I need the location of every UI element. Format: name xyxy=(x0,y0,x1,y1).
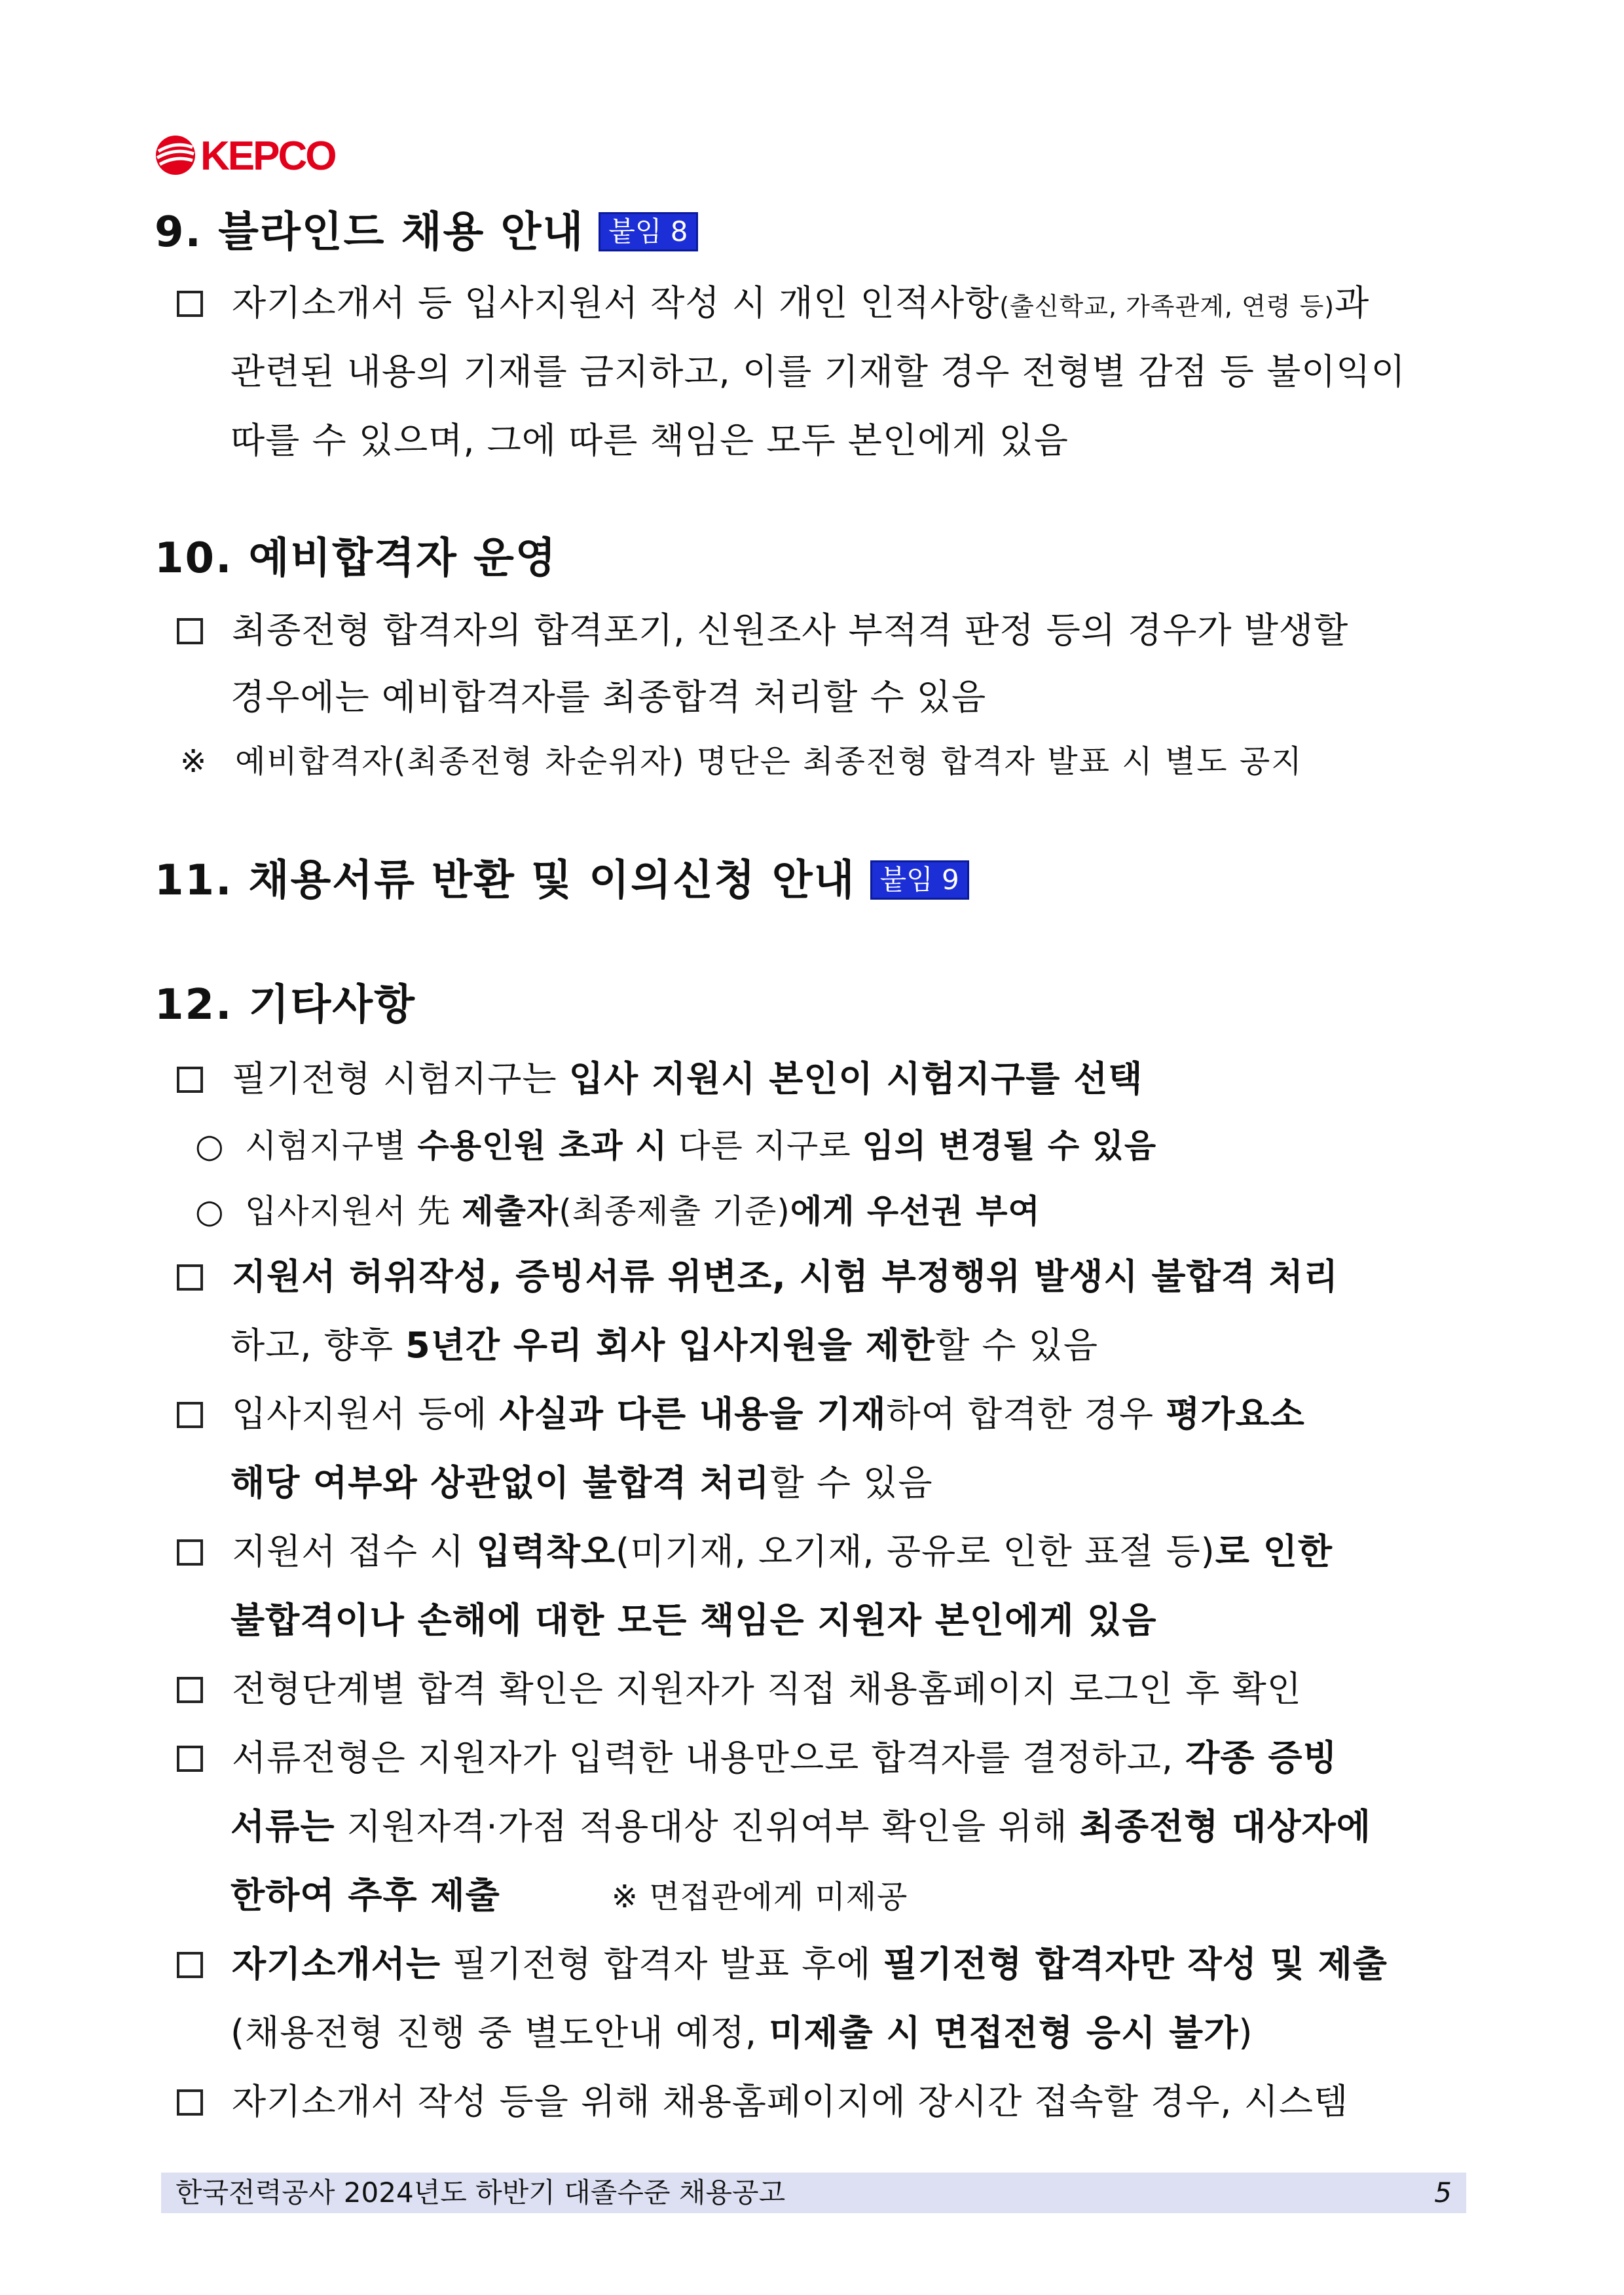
checkbox-square-icon xyxy=(177,1402,203,1428)
page-footer xyxy=(161,2173,1466,2213)
page-number: 5 xyxy=(1434,2176,1452,2209)
interviewer-note: ※ 면접관에게 미제공 xyxy=(611,1879,908,1915)
section-12-item-1: 필기전형 시험지구는 입사 지원시 본인이 시험지구를 선택 xyxy=(177,1044,1143,1114)
section-12-item-8: 자기소개서 작성 등을 위해 채용홈페이지에 장시간 접속할 경우, 시스템 xyxy=(177,2067,1348,2137)
section-12-subitem-1: ○ 시험지구별 수용인원 초과 시 다른 지구로 임의 변경될 수 있음 xyxy=(195,1127,1157,1165)
section-12-item-4-line-2: 불합격이나 손해에 대한 모든 책임은 지원자 본인에게 있음 xyxy=(231,1600,1157,1641)
section-9-item-1-line-3: 따를 수 있으며, 그에 따른 책임은 모두 본인에게 있음 xyxy=(231,420,1069,461)
section-9-title: 9. 블라인드 채용 안내 붙임 8 xyxy=(155,210,698,255)
section-12-item-3-line-1: 입사지원서 등에 사실과 다른 내용을 기재하여 합격한 경우 평가요소 xyxy=(177,1380,1305,1449)
checkbox-square-icon xyxy=(177,1746,203,1772)
section-9-item-1-line-2: 관련된 내용의 기재를 금지하고, 이를 기재할 경우 전형별 감점 등 불이익이 xyxy=(231,351,1406,392)
checkbox-square-icon xyxy=(177,1539,203,1566)
section-12-item-2-line-2: 하고, 향후 5년간 우리 회사 입사지원을 제한할 수 있음 xyxy=(231,1325,1099,1366)
attachment-badge-8: 붙임 8 xyxy=(599,212,697,251)
section-10-note: ※ 예비합격자(최종전형 차순위자) 명단은 최종전형 합격자 발표 시 별도 공지 xyxy=(180,743,1303,780)
section-10-item-1-line-2: 경우에는 예비합격자를 최종합격 처리할 수 있음 xyxy=(231,676,987,718)
kepco-swirl-icon xyxy=(155,134,371,176)
checkbox-square-icon xyxy=(177,1264,203,1291)
checkbox-square-icon xyxy=(177,1067,203,1093)
section-11-title: 11. 채용서류 반환 및 이의신청 안내 붙임 9 xyxy=(155,858,969,904)
section-12-subitem-2: ○ 입사지원서 先 제출자(최종제출 기준)에게 우선권 부여 xyxy=(195,1192,1041,1230)
section-12-item-3-line-2: 해당 여부와 상관없이 불합격 처리할 수 있음 xyxy=(231,1462,933,1503)
section-12-item-7-line-1: 자기소개서는 필기전형 합격자 발표 후에 필기전형 합격자만 작성 및 제출 xyxy=(177,1930,1388,1999)
attachment-badge-9: 붙임 9 xyxy=(870,860,969,900)
checkbox-square-icon xyxy=(177,618,203,644)
section-9-item-1-line-1: 자기소개서 등 입사지원서 작성 시 개인 인적사항(출신학교, 가족관계, 연령 등)과 xyxy=(177,268,1369,341)
section-12-item-2-line-1: 지원서 허위작성, 증빙서류 위변조, 시험 부정행위 발생시 불합격 처리 xyxy=(177,1242,1338,1312)
section-12-item-4-line-1: 지원서 접수 시 입력착오(미기재, 오기재, 공유로 인한 표절 등)로 인한 xyxy=(177,1517,1333,1587)
logo-text: KEPCO xyxy=(200,134,335,176)
section-12-item-6-line-2: 서류는 지원자격·가점 적용대상 진위여부 확인을 위해 최종전형 대상자에 xyxy=(231,1806,1371,1847)
kepco-logo xyxy=(155,134,371,176)
section-12-item-7-line-2: (채용전형 진행 중 별도안내 예정, 미제출 시 면접전형 응시 불가) xyxy=(231,2012,1253,2053)
section-12-item-5: 전형단계별 합격 확인은 지원자가 직접 채용홈페이지 로그인 후 확인 xyxy=(177,1655,1302,1724)
section-10-title: 10. 예비합격자 운영 xyxy=(155,534,557,583)
footer-title: 한국전력공사 2024년도 하반기 대졸수준 채용공고 xyxy=(175,2176,786,2209)
section-12-item-6-line-3: 한하여 추후 제출 ※ 면접관에게 미제공 xyxy=(231,1875,908,1916)
section-12-item-6-line-1: 서류전형은 지원자가 입력한 내용만으로 합격자를 결정하고, 각종 증빙 xyxy=(177,1723,1338,1793)
checkbox-square-icon xyxy=(177,1677,203,1703)
checkbox-square-icon xyxy=(177,1952,203,1978)
section-12-title: 12. 기타사항 xyxy=(155,981,416,1029)
checkbox-square-icon xyxy=(177,2089,203,2116)
checkbox-square-icon xyxy=(177,291,203,317)
section-10-item-1-line-1: 최종전형 합격자의 합격포기, 신원조사 부적격 판정 등의 경우가 발생할 xyxy=(177,596,1348,665)
